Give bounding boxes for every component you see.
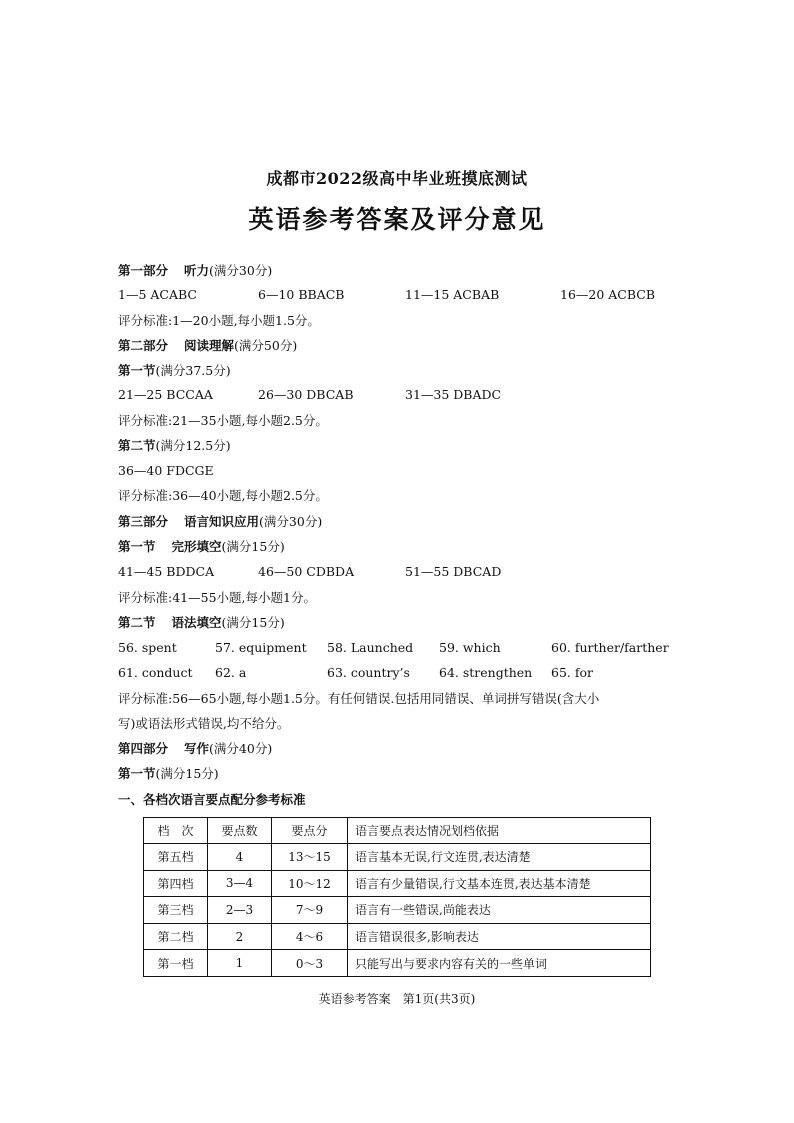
column-header: 要点数 <box>208 818 272 844</box>
table-row <box>144 870 651 897</box>
grading-table-title: 一、各档次语言要点配分参考标准 <box>118 792 306 807</box>
part2-sec2-score: (满分12.5分) <box>155 438 231 453</box>
part4-sec1-label: 第一节 <box>118 766 156 781</box>
part1-name: 听力 <box>184 263 210 278</box>
part1-label: 第一部分 <box>118 263 169 278</box>
table-cell: 13～15 <box>272 844 348 871</box>
table-cell: 1 <box>208 950 272 977</box>
part4-heading <box>118 740 272 758</box>
part1-score: (满分30分) <box>209 263 273 278</box>
grammar-answer: 63. country’s <box>327 665 410 680</box>
table-cell: 4～6 <box>272 923 348 950</box>
answer-group: 51—55 DBCAD <box>405 564 502 579</box>
answer-group: 46—50 CDBDA <box>258 564 355 579</box>
table-cell: 语言有一些错误,尚能表达 <box>348 897 651 924</box>
part2-sec1-label: 第一节 <box>118 363 156 378</box>
part1-heading <box>118 262 272 280</box>
part3-sec1-criteria: 评分标准:41—55小题,每小题1分。 <box>118 590 316 605</box>
part2-sec1-score: (满分37.5分) <box>155 363 231 378</box>
column-header: 档 次 <box>144 818 208 844</box>
part1-criteria: 评分标准:1—20小题,每小题1.5分。 <box>118 313 320 328</box>
part4-score: (满分40分) <box>209 741 273 756</box>
answer-group: 16—20 ACBCB <box>560 287 656 302</box>
part3-heading <box>118 513 322 531</box>
table-cell: 第三档 <box>144 897 208 924</box>
part2-heading <box>118 337 297 355</box>
table-cell: 0～3 <box>272 950 348 977</box>
part3-sec2-heading <box>118 614 285 632</box>
answer-group: 36—40 FDCGE <box>118 463 214 478</box>
table-cell: 4 <box>208 844 272 871</box>
part4-sec1-heading <box>118 765 219 783</box>
table-header-row <box>144 818 651 844</box>
table-cell: 第一档 <box>144 950 208 977</box>
part3-sec1-score: (满分15分) <box>221 539 285 554</box>
answer-group: 41—45 BDDCA <box>118 564 215 579</box>
answer-group: 31—35 DBADC <box>405 387 502 402</box>
part2-name: 阅读理解 <box>184 338 235 353</box>
part2-score: (满分50分) <box>234 338 298 353</box>
part3-sec2-name: 语法填空 <box>171 615 222 630</box>
grammar-answer: 62. a <box>215 665 247 680</box>
part2-sec2-heading <box>118 437 231 455</box>
exam-subtitle: 成都市2022级高中毕业班摸底测试 <box>266 169 528 188</box>
part3-sec2-score: (满分15分) <box>221 615 285 630</box>
table-row <box>144 844 651 871</box>
table-row <box>144 950 651 977</box>
column-header: 要点分 <box>272 818 348 844</box>
part3-name: 语言知识应用 <box>184 514 260 529</box>
part2-sec1-criteria: 评分标准:21—35小题,每小题2.5分。 <box>118 413 328 428</box>
table-cell: 2—3 <box>208 897 272 924</box>
table-cell: 只能写出与要求内容有关的一些单词 <box>348 950 651 977</box>
grammar-answer: 61. conduct <box>118 665 193 680</box>
grammar-answer: 57. equipment <box>215 640 307 655</box>
table-cell: 第四档 <box>144 870 208 897</box>
part2-sec1-heading <box>118 362 231 380</box>
table-cell: 语言有少量错误,行文基本连贯,表达基本清楚 <box>348 870 651 897</box>
table-cell: 3—4 <box>208 870 272 897</box>
table-row <box>144 923 651 950</box>
grammar-answer: 65. for <box>551 665 593 680</box>
part3-sec2-criteria-line2: 写)或语法形式错误,均不给分。 <box>118 716 290 731</box>
part3-sec1-heading <box>118 538 285 556</box>
part4-sec1-score: (满分15分) <box>155 766 219 781</box>
part2-label: 第二部分 <box>118 338 169 353</box>
answer-group: 6—10 BBACB <box>258 287 345 302</box>
table-cell: 语言错误很多,影响表达 <box>348 923 651 950</box>
table-row <box>144 897 651 924</box>
column-header: 语言要点表达情况划档依据 <box>348 818 651 844</box>
part4-name: 写作 <box>184 741 210 756</box>
answer-group: 1—5 ACABC <box>118 287 197 302</box>
grammar-answer: 58. Launched <box>327 640 414 655</box>
table-cell: 第二档 <box>144 923 208 950</box>
part3-sec1-label: 第一节 <box>118 539 156 554</box>
table-cell: 语言基本无误,行文连贯,表达清楚 <box>348 844 651 871</box>
grading-table <box>143 817 651 977</box>
part2-sec2-label: 第二节 <box>118 438 156 453</box>
table-cell: 2 <box>208 923 272 950</box>
grammar-answer: 59. which <box>439 640 501 655</box>
part3-sec1-name: 完形填空 <box>171 539 222 554</box>
answer-group: 21—25 BCCAA <box>118 387 213 402</box>
page-footer: 英语参考答案 第1页(共3页) <box>318 992 476 1006</box>
grammar-answer: 60. further/farther <box>551 640 669 655</box>
part3-label: 第三部分 <box>118 514 169 529</box>
table-cell: 7～9 <box>272 897 348 924</box>
part3-sec2-label: 第二节 <box>118 615 156 630</box>
part4-label: 第四部分 <box>118 741 169 756</box>
table-cell: 第五档 <box>144 844 208 871</box>
grammar-answer: 64. strengthen <box>439 665 533 680</box>
table-cell: 10～12 <box>272 870 348 897</box>
document-title: 英语参考答案及评分意见 <box>248 205 546 234</box>
part2-sec2-criteria: 评分标准:36—40小题,每小题2.5分。 <box>118 488 328 503</box>
part3-sec2-criteria-line1: 评分标准:56—65小题,每小题1.5分。有任何错误.包括用同错误、单词拼写错误(含大小 <box>118 691 600 706</box>
answer-group: 11—15 ACBAB <box>405 287 500 302</box>
answer-group: 26—30 DBCAB <box>258 387 354 402</box>
part3-score: (满分30分) <box>259 514 323 529</box>
grammar-answer: 56. spent <box>118 640 177 655</box>
